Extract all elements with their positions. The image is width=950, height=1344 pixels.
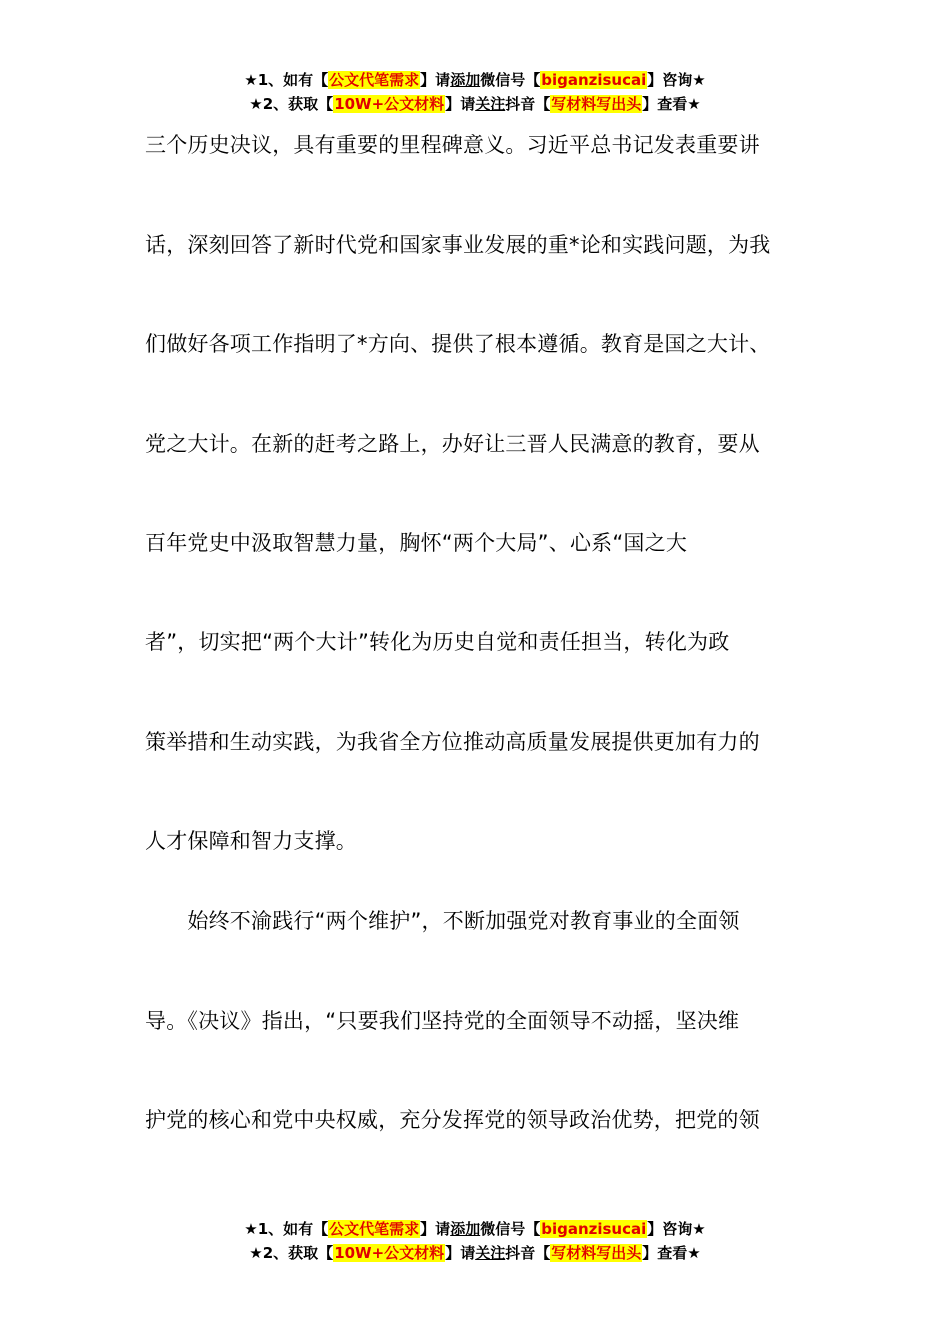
banner-text: ★2、获取【: [249, 1244, 334, 1262]
body-line: 策举措和生动实践，为我省全方位推动高质量发展提供更加有力的: [145, 730, 760, 754]
banner-underlined-text: 关注: [475, 95, 506, 113]
footer-banner: [0, 1217, 950, 1265]
banner-highlight: 10W+公文材料: [334, 95, 445, 113]
body-line: 百年党史中汲取智慧力量，胸怀“两个大局”、心系“国之大: [145, 531, 688, 555]
banner-text: 微信号【: [480, 71, 541, 89]
banner-text: 】咨询★: [647, 71, 706, 89]
banner-highlight: 公文代笔需求: [329, 71, 420, 89]
banner-text: 微信号【: [480, 1220, 541, 1238]
banner-text: ★1、如有【: [244, 1220, 329, 1238]
body-line: 护党的核心和党中央权威，充分发挥党的领导政治优势，把党的领: [145, 1108, 760, 1132]
banner-highlight: 10W+公文材料: [334, 1244, 445, 1262]
banner-text: 】请: [445, 1244, 476, 1262]
banner-underlined-text: 关注: [475, 1244, 506, 1262]
banner-highlight: 写材料写出头: [551, 1244, 642, 1262]
body-line: 者”，切实把“两个大计”转化为历史自觉和责任担当，转化为政: [145, 630, 730, 654]
banner-text: ★1、如有【: [244, 71, 329, 89]
header-banner: [0, 68, 950, 116]
banner-text: 抖音【: [505, 1244, 551, 1262]
body-line: 话，深刻回答了新时代党和国家事业发展的重*论和实践问题，为我: [145, 233, 771, 257]
footer-banner-line-1: [0, 1217, 950, 1241]
body-line: 党之大计。在新的赶考之路上，办好让三晋人民满意的教育，要从: [145, 432, 760, 456]
body-line: 始终不渝践行“两个维护”，不断加强党对教育事业的全面领: [145, 909, 740, 933]
banner-text: 】查看★: [642, 1244, 701, 1262]
banner-text: 】请: [420, 71, 451, 89]
body-line: 导。《决议》指出，“只要我们坚持党的全面领导不动摇，坚决维: [145, 1009, 740, 1033]
banner-text: ★2、获取【: [249, 95, 334, 113]
header-banner-line-2: [0, 92, 950, 116]
banner-highlight: biganzisucai: [541, 1220, 647, 1238]
body-line: 三个历史决议，具有重要的里程碑意义。习近平总书记发表重要讲: [145, 133, 760, 157]
banner-highlight: 公文代笔需求: [329, 1220, 420, 1238]
header-banner-line-1: [0, 68, 950, 92]
banner-highlight: 写材料写出头: [551, 95, 642, 113]
banner-text: 】请: [420, 1220, 451, 1238]
footer-banner-line-2: [0, 1241, 950, 1265]
banner-text: 】请: [445, 95, 476, 113]
banner-text: 抖音【: [505, 95, 551, 113]
banner-underlined-text: 添加: [450, 71, 481, 89]
banner-underlined-text: 添加: [450, 1220, 481, 1238]
body-line: 人才保障和智力支撑。: [145, 829, 357, 853]
banner-text: 】查看★: [642, 95, 701, 113]
banner-highlight: biganzisucai: [541, 71, 647, 89]
banner-text: 】咨询★: [647, 1220, 706, 1238]
body-line: 们做好各项工作指明了*方向、提供了根本遵循。教育是国之大计、: [145, 332, 771, 356]
